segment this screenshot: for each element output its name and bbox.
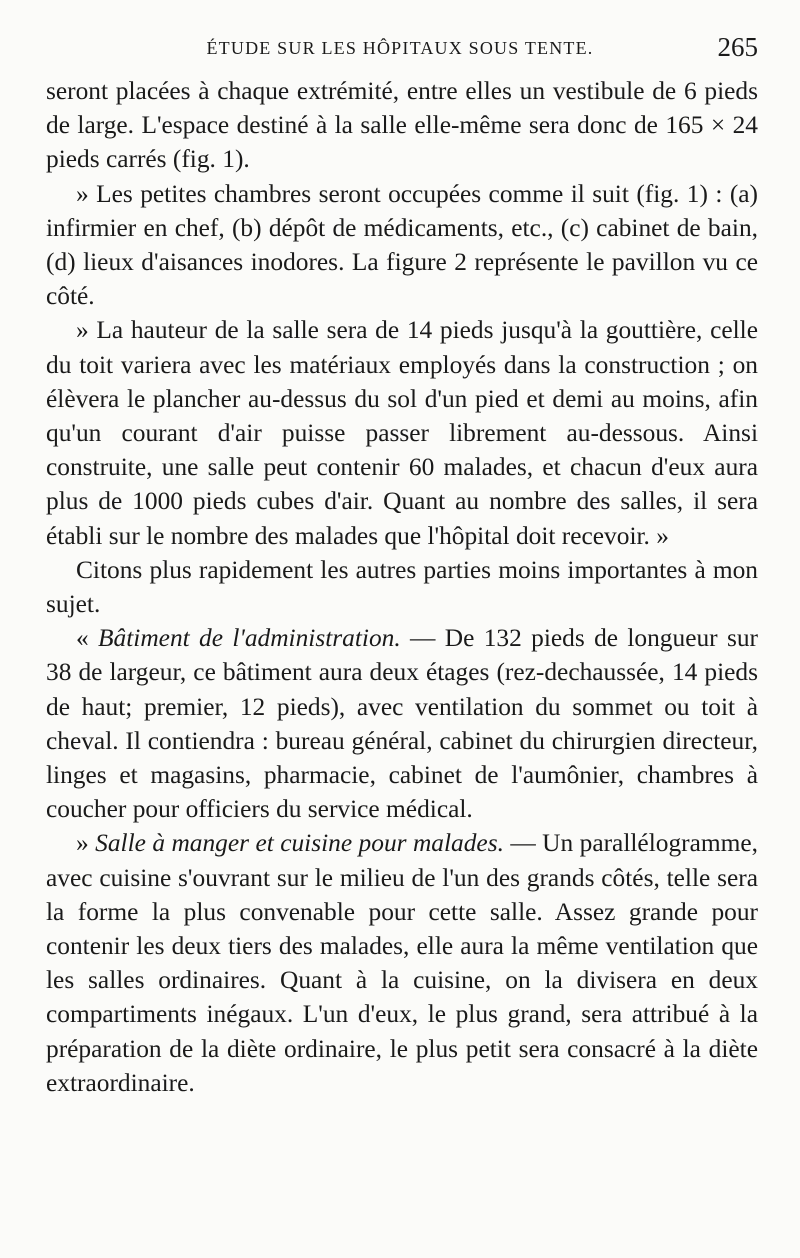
paragraph-5-lead: « <box>76 624 99 653</box>
running-title: ÉTUDE SUR LES HÔPITAUX SOUS TENTE. <box>206 38 594 58</box>
paragraph-6-text: — Un parallélogramme, avec cuisine s'ouvrant sur le milieu de l'un des grands côtés, telle sera la forme la plus convenable pour cette salle. Assez grande pour contenir les deux tiers des malades, elle aura la même ventilation que les salles ordinaires. Quant à la cuisine, on la divisera en deux compartiments inégaux. L'un d'eux, le plus grand, sera attribué à la préparation de la diète ordinaire, le plus petit sera consacré à la diète extraordinaire. <box>46 829 758 1097</box>
section-heading-administration: Bâtiment de l'administration. <box>98 624 401 653</box>
page-number: 265 <box>717 32 758 62</box>
paragraph-6 <box>46 826 758 1100</box>
paragraph-1: seront placées à chaque extrémité, entre elles un vestibule de 6 pieds de large. L'espace destiné à la salle elle-même sera donc de 165 × 24 pieds carrés (fig. 1). <box>46 77 758 174</box>
paragraph-3: » La hauteur de la salle sera de 14 pieds jusqu'à la gouttière, celle du toit variera avec les matériaux employés dans la construction ; on élèvera le plancher au-dessus du sol d'un pied et demi au moins, afin qu'un courant d'air puisse passer librement au-dessous. Ainsi construite, une salle peut contenir 60 malades, et chacun d'eux aura plus de 1000 pieds cubes d'air. Quant au nombre des salles, il sera établi sur le nombre des malades que l'hôpital doit recevoir. » <box>46 316 758 550</box>
running-header <box>40 34 760 64</box>
paragraph-5-text: — De 132 pieds de longueur sur 38 de largeur, ce bâtiment aura deux étages (rez-dechaussée, 14 pieds de haut; premier, 12 pieds), avec ventilation du sommet ou toit à cheval. Il contiendra : bureau général, cabinet du chirurgien directeur, linges et magasins, pharmacie, cabinet de l'aumônier, chambres à coucher pour officiers du service médical. <box>46 624 758 824</box>
paragraph-6-lead: » <box>76 829 96 858</box>
paragraph-4: Citons plus rapidement les autres parties moins importantes à mon sujet. <box>46 555 758 619</box>
paragraph-5 <box>46 621 758 826</box>
paragraph-2: » Les petites chambres seront occupées comme il suit (fig. 1) : (a) infirmier en chef, (b) dépôt de médicaments, etc., (c) cabinet de bain, (d) lieux d'aisances inodores. La figure 2 représente le pavillon vu ce côté. <box>46 179 758 311</box>
body-text <box>46 74 758 1100</box>
section-heading-salle-a-manger: Salle à manger et cuisine pour malades. <box>95 829 504 858</box>
